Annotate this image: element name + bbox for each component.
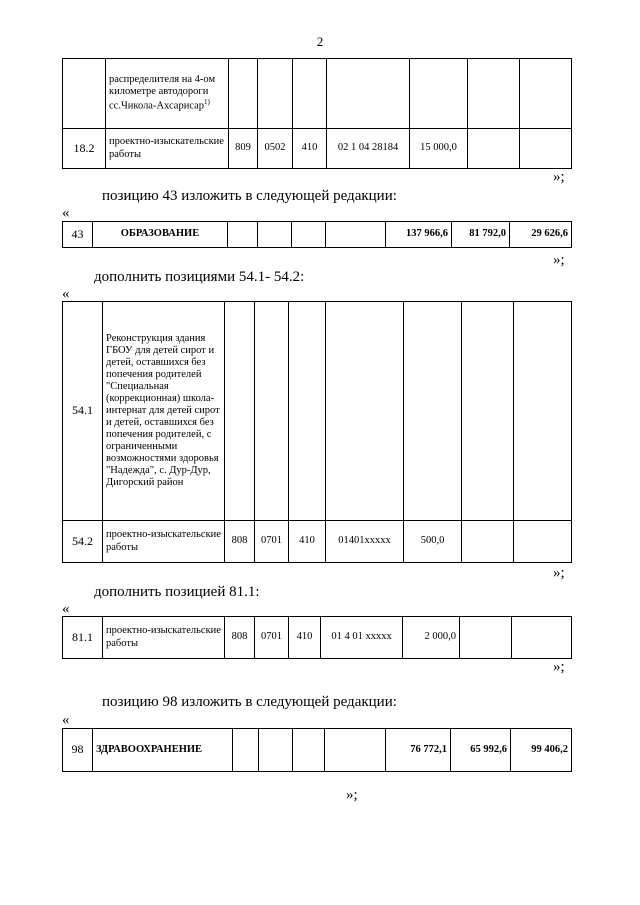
table-positions-54 bbox=[62, 301, 572, 563]
position-description: ЗДРАВООХРАНЕНИЕ bbox=[93, 729, 233, 772]
position-description: проектно-изыскательские работы bbox=[106, 129, 229, 169]
position-number: 98 bbox=[63, 729, 93, 772]
position-number: 54.1 bbox=[63, 302, 103, 521]
position-number bbox=[63, 59, 106, 129]
position-number: 54.2 bbox=[63, 521, 103, 563]
opening-quote: « bbox=[62, 712, 70, 728]
section-heading: дополнить позициями 54.1- 54.2: bbox=[94, 269, 305, 285]
closing-quote: »; bbox=[553, 565, 565, 581]
closing-quote: »; bbox=[553, 252, 565, 268]
table-row: 54.2 проектно-изыскательские работы 808 0701 410 01401xxxxx 500,0 bbox=[63, 521, 572, 563]
table-position-43 bbox=[62, 221, 572, 248]
section-heading: позицию 98 изложить в следующей редакции: bbox=[102, 694, 397, 710]
position-number: 43 bbox=[63, 222, 93, 248]
position-description: проектно-изыскательские работы bbox=[103, 617, 225, 659]
section-heading: позицию 43 изложить в следующей редакции: bbox=[102, 188, 397, 204]
section-heading: дополнить позицией 81.1: bbox=[94, 584, 260, 600]
table-row: 18.2 проектно-изыскательские работы 809 0502 410 02 1 04 28184 15 000,0 bbox=[63, 129, 572, 169]
position-description: распределителя на 4-ом километре автодороги сс.Чикола-Ахсарисар$^{1)}$ bbox=[106, 59, 229, 129]
position-number: 81.1 bbox=[63, 617, 103, 659]
position-number: 18.2 bbox=[63, 129, 106, 169]
closing-quote: »; bbox=[553, 169, 565, 185]
page-number: 2 bbox=[316, 34, 324, 49]
opening-quote: « bbox=[62, 205, 70, 221]
opening-quote: « bbox=[62, 286, 70, 302]
table-position-81 bbox=[62, 616, 572, 659]
table-position-98 bbox=[62, 728, 572, 772]
table-row: 98 ЗДРАВООХРАНЕНИЕ 76 772,1 65 992,6 99 406,2 bbox=[63, 729, 572, 772]
table-positions-18 bbox=[62, 58, 572, 169]
position-description: ОБРАЗОВАНИЕ bbox=[93, 222, 228, 248]
table-row bbox=[63, 302, 572, 521]
position-description: Реконструкция здания ГБОУ для детей сирот и детей, оставшихся без попечения родителей "Специальная (коррекционная) школа-интернат для детей сирот и детей, оставшихся без попечения родителей, с ограниченными возможностями здоровья "Надежда", с. Дур-Дур, Дигорский район bbox=[103, 302, 225, 521]
closing-quote: »; bbox=[346, 787, 358, 803]
position-description: проектно-изыскательские работы bbox=[103, 521, 225, 563]
table-row: 81.1 проектно-изыскательские работы 808 0701 410 01 4 01 xxxxx 2 000,0 bbox=[63, 617, 572, 659]
closing-quote: »; bbox=[553, 659, 565, 675]
table-row: 43 ОБРАЗОВАНИЕ 137 966,6 81 792,0 29 626,6 bbox=[63, 222, 572, 248]
table-row bbox=[63, 59, 572, 129]
opening-quote: « bbox=[62, 601, 70, 617]
